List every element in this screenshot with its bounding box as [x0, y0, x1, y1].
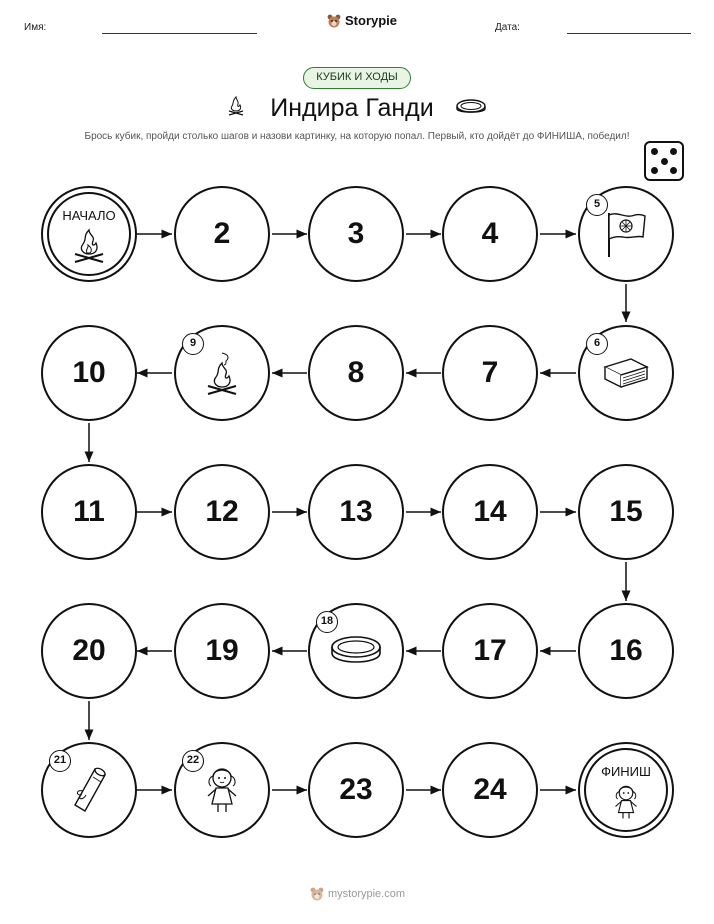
board-cell-17: 17 [442, 603, 538, 699]
flag-icon [603, 209, 649, 259]
date-label: Дата: [495, 22, 520, 33]
book-icon [601, 353, 651, 393]
start-cell [41, 186, 137, 282]
title-text: Индира Ганди [270, 94, 434, 122]
board-cell-2: 2 [174, 186, 270, 282]
board-cell-18 [308, 603, 404, 699]
board-cell-6 [578, 325, 674, 421]
board-cell-5 [578, 186, 674, 282]
game-type-badge: КУБИК И ХОДЫ [303, 67, 411, 89]
board-cell-23: 23 [308, 742, 404, 838]
scroll-icon [69, 765, 109, 815]
campfire-icon [204, 351, 240, 395]
board-cell-19: 19 [174, 603, 270, 699]
board-cell-7: 7 [442, 325, 538, 421]
board-cell-10: 10 [41, 325, 137, 421]
cell-badge: 6 [586, 333, 608, 355]
bear-logo-icon [310, 887, 324, 901]
footer-site[interactable]: mystorypie.com [328, 888, 406, 900]
finish-label: ФИНИШ [601, 764, 651, 779]
cell-badge: 5 [586, 194, 608, 216]
board-cell-21 [41, 742, 137, 838]
board-cell-12: 12 [174, 464, 270, 560]
ring-icon [329, 634, 383, 668]
board-cell-4: 4 [442, 186, 538, 282]
start-label: НАЧАЛО [62, 208, 116, 223]
doll-icon [202, 764, 242, 816]
board-cell-14: 14 [442, 464, 538, 560]
cell-badge: 18 [316, 611, 338, 633]
board-cell-11: 11 [41, 464, 137, 560]
brand-name: Storypie [345, 13, 398, 28]
board-cell-13: 13 [308, 464, 404, 560]
board-cell-16: 16 [578, 603, 674, 699]
cell-badge: 22 [182, 750, 204, 772]
name-label: Имя: [24, 22, 47, 33]
cell-badge: 21 [49, 750, 71, 772]
finish-cell [578, 742, 674, 838]
cell-badge: 9 [182, 333, 204, 355]
board-cell-24: 24 [442, 742, 538, 838]
instructions: Брось кубик, пройди столько шагов и назови картинку, на которую попал. Первый, кто дойдёт до ФИНИША, победил! [84, 131, 630, 142]
footer [310, 887, 405, 901]
board-cell-3: 3 [308, 186, 404, 282]
board-cell-20: 20 [41, 603, 137, 699]
board-cell-22 [174, 742, 270, 838]
board-cell-9 [174, 325, 270, 421]
board-cell-8: 8 [308, 325, 404, 421]
board-cell-15: 15 [578, 464, 674, 560]
